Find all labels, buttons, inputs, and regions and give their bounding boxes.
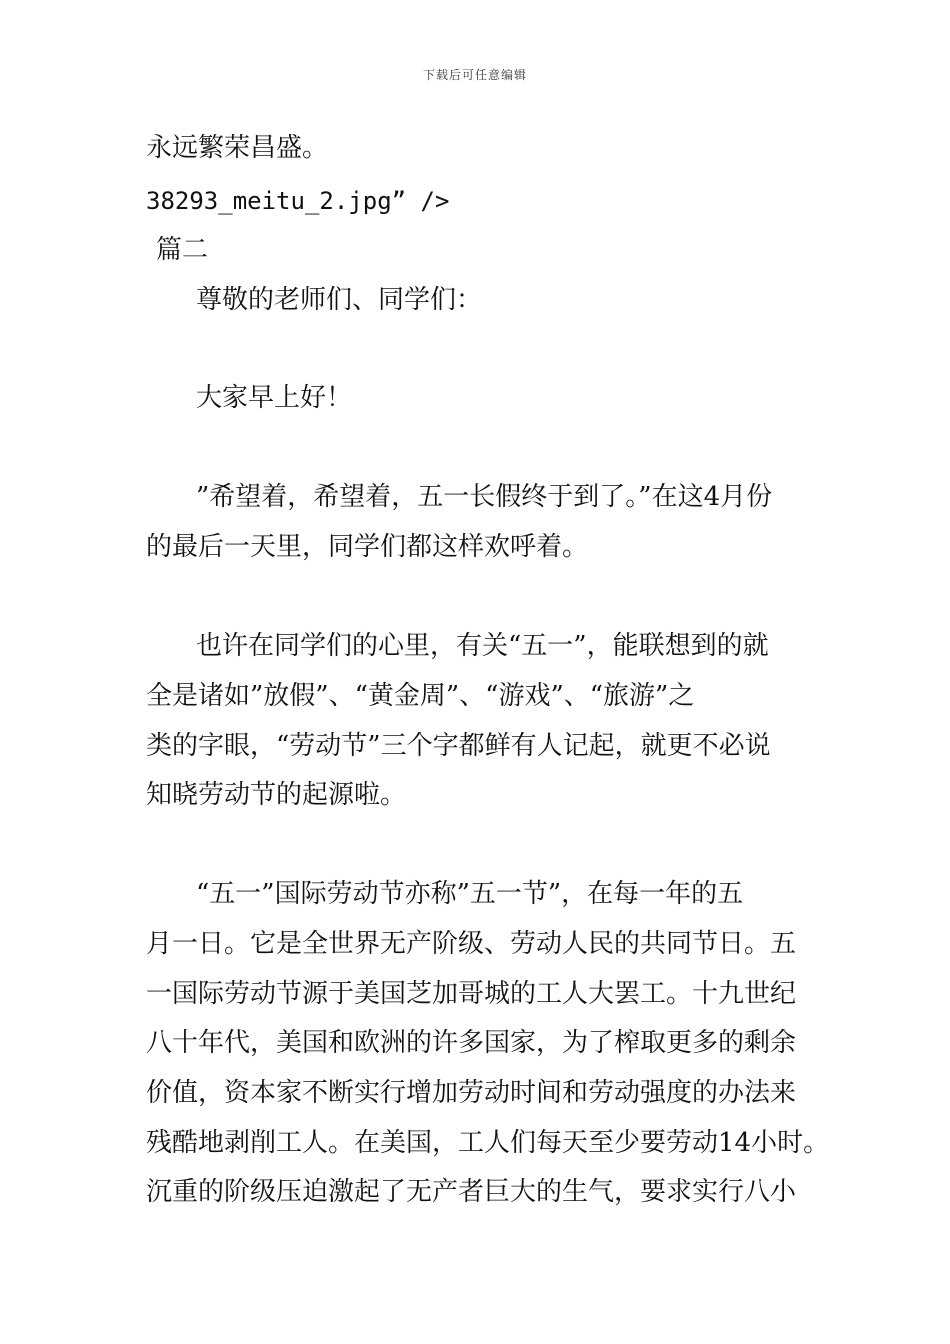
page-header: 下载后可任意编辑 — [422, 68, 527, 82]
text-line: 残酷地剥削工人。在美国，工人们每天至少要劳动14小时。 — [146, 1128, 830, 1158]
text-line: 的最后一天里，同学们都这样欢呼着。 — [146, 532, 589, 562]
text-line: 尊敬的老师们、同学们： — [196, 285, 483, 315]
text-line: 八十年代，美国和欧洲的许多国家，为了榨取更多的剩余 — [146, 1028, 797, 1058]
text-line: 永远繁荣昌盛。 — [146, 133, 329, 163]
section-heading: 篇二 — [156, 235, 209, 265]
text-line: 38293_meitu_2.jpg” /> — [146, 187, 450, 215]
text-line: 月一日。它是全世界无产阶级、劳动人民的共同节日。五 — [146, 929, 797, 959]
text-line: 一国际劳动节源于美国芝加哥城的工人大罢工。十九世纪 — [146, 979, 797, 1009]
text-line: 全是诸如”放假”、“黄金周”、“游戏”、“旅游”之 — [146, 681, 695, 711]
text-line: 大家早上好！ — [196, 383, 353, 413]
text-line: ”希望着，希望着，五一长假终于到了。”在这4月份 — [196, 482, 773, 512]
text-line: 也许在同学们的心里，有关“五一”，能联想到的就 — [196, 631, 769, 661]
text-line: “五一”国际劳动节亦称”五一节”，在每一年的五 — [196, 879, 744, 909]
text-line: 沉重的阶级压迫激起了无产者巨大的生气，要求实行八小 — [146, 1177, 797, 1207]
text-line: 类的字眼，“劳动节”三个字都鲜有人记起，就更不必说 — [146, 731, 771, 761]
text-line: 知晓劳动节的起源啦。 — [146, 780, 407, 810]
text-line: 价值，资本家不断实行增加劳动时间和劳动强度的办法来 — [146, 1078, 797, 1108]
